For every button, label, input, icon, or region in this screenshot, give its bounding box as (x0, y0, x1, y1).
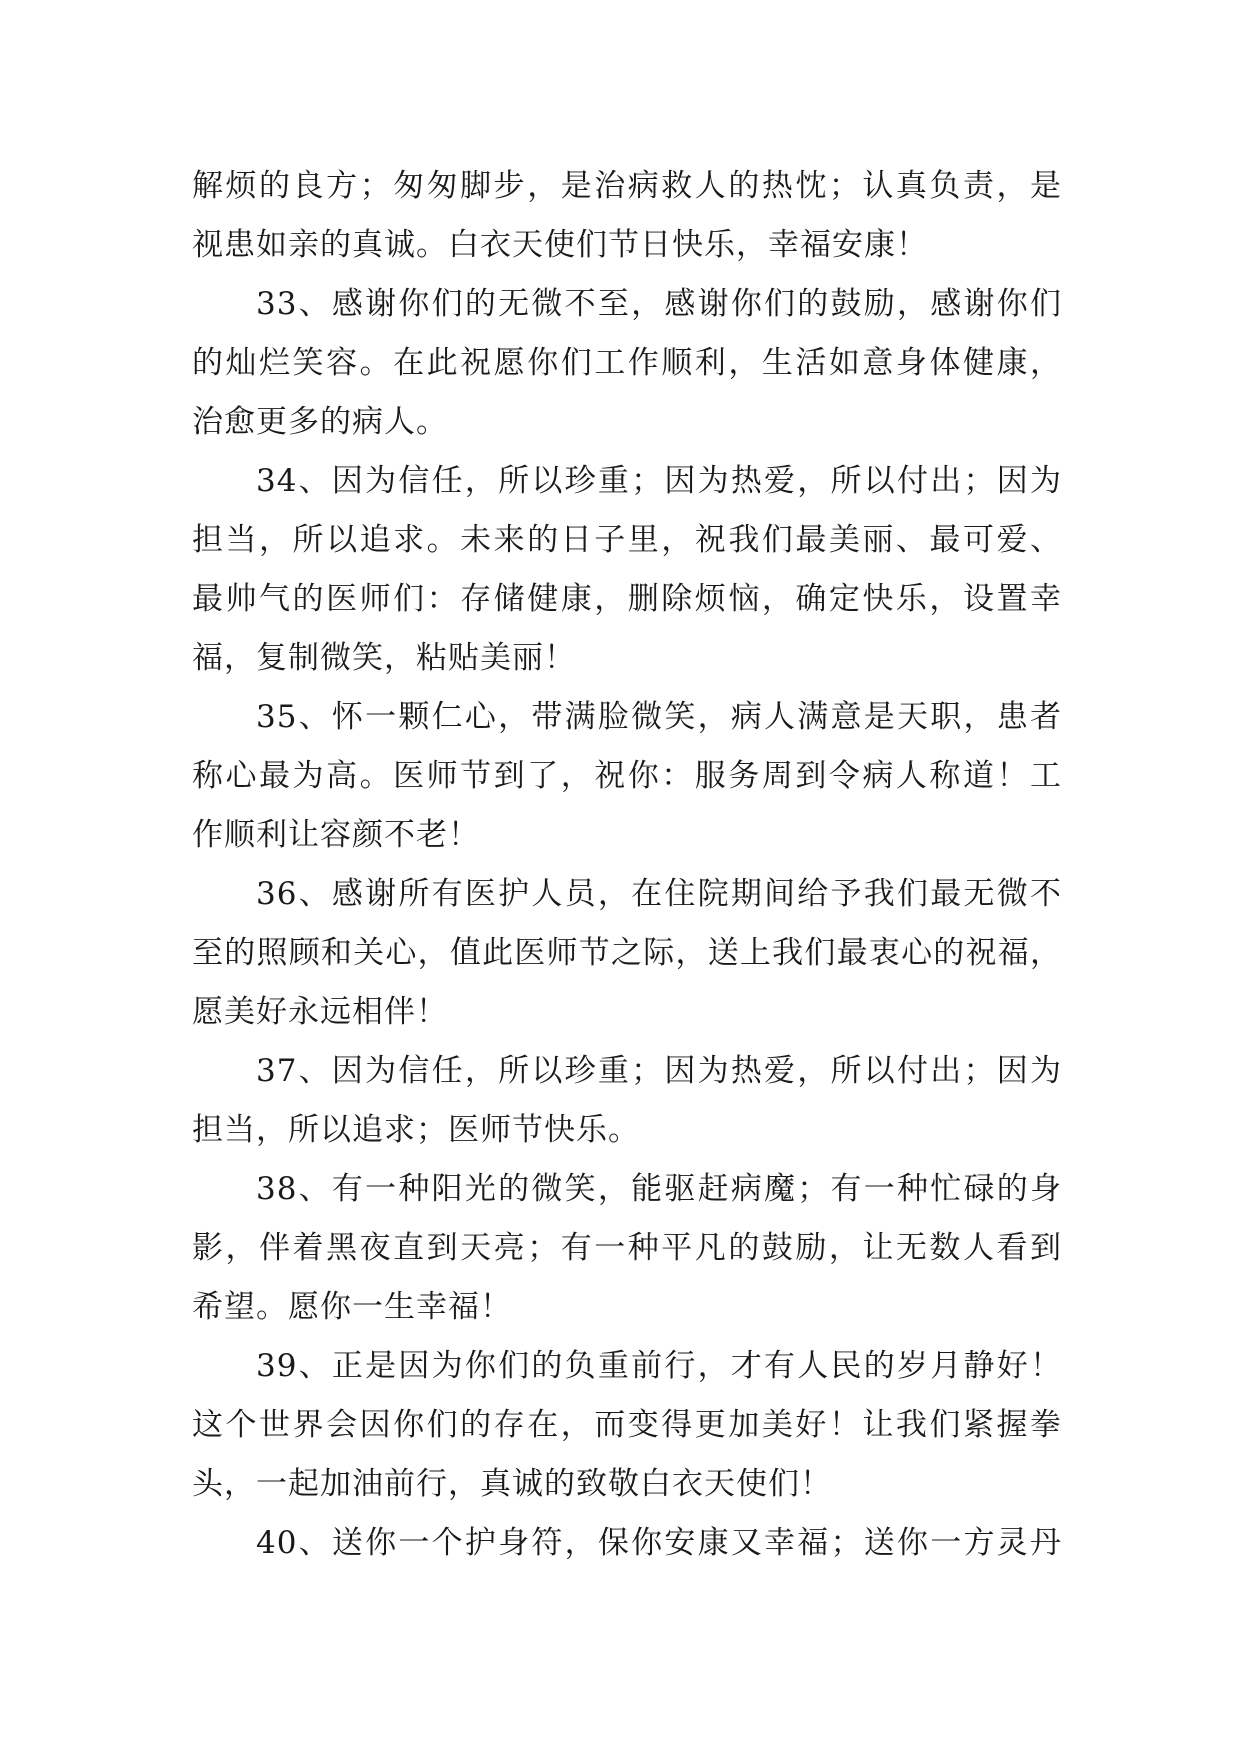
text-line: 头，一起加油前行，真诚的致敬白衣天使们！ (192, 1466, 832, 1502)
paragraph-34-start: 34、因为信任，所以珍重；因为热爱，所以付出；因为 (256, 463, 1062, 499)
paragraph-35-start: 35、怀一颗仁心，带满脸微笑，病人满意是天职，患者 (256, 699, 1062, 735)
text-line: 愿美好永远相伴！ (192, 994, 448, 1030)
text-line: 福，复制微笑，粘贴美丽！ (192, 640, 576, 676)
text-line: 担当，所以追求。未来的日子里，祝我们最美丽、最可爱、 (192, 522, 1062, 558)
text-line: 至的照顾和关心，值此医师节之际，送上我们最衷心的祝福， (192, 935, 1062, 971)
text-line: 解烦的良方；匆匆脚步，是治病救人的热忱；认真负责，是 (192, 168, 1062, 204)
text-line: 治愈更多的病人。 (192, 404, 448, 440)
paragraph-36-start: 36、感谢所有医护人员，在住院期间给予我们最无微不 (256, 876, 1062, 912)
text-line: 称心最为高。医师节到了，祝你：服务周到令病人称道！工 (192, 758, 1062, 794)
text-line: 作顺利让容颜不老！ (192, 817, 480, 853)
text-line: 担当，所以追求；医师节快乐。 (192, 1112, 640, 1148)
paragraph-37-start: 37、因为信任，所以珍重；因为热爱，所以付出；因为 (256, 1053, 1062, 1089)
text-line: 最帅气的医师们：存储健康，删除烦恼，确定快乐，设置幸 (192, 581, 1062, 617)
text-line: 这个世界会因你们的存在，而变得更加美好！让我们紧握拳 (192, 1407, 1062, 1443)
paragraph-38-start: 38、有一种阳光的微笑，能驱赶病魔；有一种忙碌的身 (256, 1171, 1062, 1207)
text-line: 视患如亲的真诚。白衣天使们节日快乐，幸福安康！ (192, 227, 928, 263)
paragraph-40-start: 40、送你一个护身符，保你安康又幸福；送你一方灵丹 (256, 1525, 1062, 1561)
text-line: 希望。愿你一生幸福！ (192, 1289, 512, 1325)
text-line: 影，伴着黑夜直到天亮；有一种平凡的鼓励，让无数人看到 (192, 1230, 1062, 1266)
paragraph-39-start: 39、正是因为你们的负重前行，才有人民的岁月静好！ (256, 1348, 1062, 1384)
text-line: 的灿烂笑容。在此祝愿你们工作顺利，生活如意身体健康， (192, 345, 1062, 381)
paragraph-33-start: 33、感谢你们的无微不至，感谢你们的鼓励，感谢你们 (256, 286, 1062, 322)
